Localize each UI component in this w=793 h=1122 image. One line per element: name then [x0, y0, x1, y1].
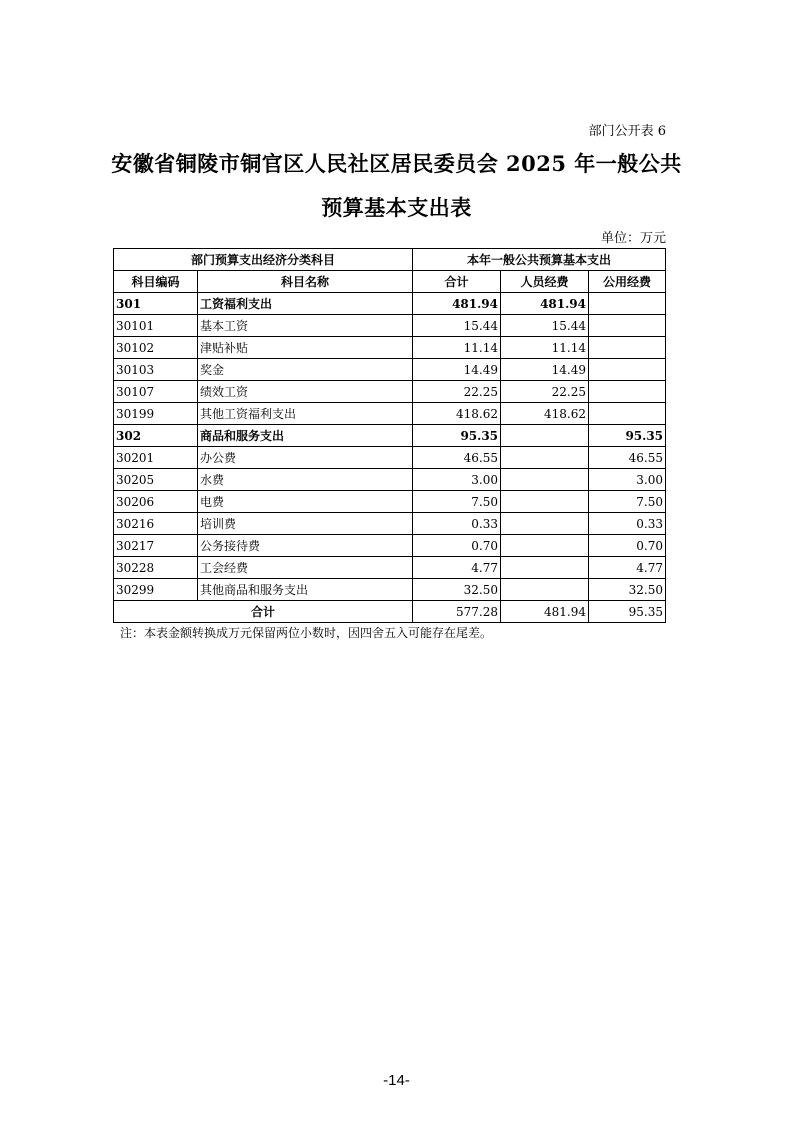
row-name: 电费	[198, 491, 413, 513]
row-name: 办公费	[198, 447, 413, 469]
row-personnel: 14.49	[501, 359, 589, 381]
row-name: 绩效工资	[198, 381, 413, 403]
row-total: 15.44	[413, 315, 501, 337]
total-row	[114, 601, 666, 623]
table-row	[114, 381, 666, 403]
table-row	[114, 535, 666, 557]
col-header-total: 合计	[413, 271, 501, 293]
row-name: 工资福利支出	[198, 293, 413, 315]
row-public	[589, 359, 666, 381]
row-public: 0.33	[589, 513, 666, 535]
row-personnel	[501, 447, 589, 469]
row-public: 4.77	[589, 557, 666, 579]
footnote: 注：本表金额转换成万元保留两位小数时，因四舍五入可能存在尾差。	[120, 626, 493, 640]
row-code: 30102	[114, 337, 198, 359]
row-personnel: 22.25	[501, 381, 589, 403]
col-header-public: 公用经费	[589, 271, 666, 293]
row-public	[589, 381, 666, 403]
row-public	[589, 337, 666, 359]
col-header-code: 科目编码	[114, 271, 198, 293]
table-row	[114, 359, 666, 381]
row-public	[589, 293, 666, 315]
table-row	[114, 469, 666, 491]
header-group-row	[114, 249, 666, 271]
row-personnel	[501, 557, 589, 579]
table-row	[114, 425, 666, 447]
row-name: 工会经费	[198, 557, 413, 579]
row-name: 奖金	[198, 359, 413, 381]
row-public	[589, 315, 666, 337]
row-personnel: 481.94	[501, 293, 589, 315]
budget-table	[113, 248, 666, 623]
row-code: 30299	[114, 579, 198, 601]
row-public	[589, 403, 666, 425]
row-code: 30107	[114, 381, 198, 403]
row-personnel: 15.44	[501, 315, 589, 337]
row-personnel	[501, 579, 589, 601]
row-code: 30228	[114, 557, 198, 579]
row-code: 301	[114, 293, 198, 315]
page-title-line-2: 预算基本支出表	[321, 195, 472, 220]
row-code: 30101	[114, 315, 198, 337]
table-row	[114, 491, 666, 513]
row-code: 30206	[114, 491, 198, 513]
row-name: 其他商品和服务支出	[198, 579, 413, 601]
row-name: 公务接待费	[198, 535, 413, 557]
row-name: 水费	[198, 469, 413, 491]
row-name: 商品和服务支出	[198, 425, 413, 447]
row-total: 7.50	[413, 491, 501, 513]
table-body	[114, 293, 666, 601]
row-total: 0.70	[413, 535, 501, 557]
row-code: 30205	[114, 469, 198, 491]
row-total: 418.62	[413, 403, 501, 425]
row-personnel	[501, 425, 589, 447]
form-number: 部门公开表 6	[588, 124, 666, 139]
total-personnel: 481.94	[501, 601, 589, 623]
row-code: 30199	[114, 403, 198, 425]
row-total: 46.55	[413, 447, 501, 469]
table-row	[114, 513, 666, 535]
table-row	[114, 315, 666, 337]
row-name: 基本工资	[198, 315, 413, 337]
row-personnel	[501, 535, 589, 557]
row-total: 4.77	[413, 557, 501, 579]
row-personnel: 11.14	[501, 337, 589, 359]
page-number: -14-	[383, 1072, 410, 1089]
row-personnel	[501, 491, 589, 513]
header-basic-expenditure: 本年一般公共预算基本支出	[413, 249, 666, 271]
row-personnel	[501, 469, 589, 491]
col-header-personnel: 人员经费	[501, 271, 589, 293]
row-total: 32.50	[413, 579, 501, 601]
row-code: 30217	[114, 535, 198, 557]
row-total: 481.94	[413, 293, 501, 315]
row-total: 11.14	[413, 337, 501, 359]
row-public: 32.50	[589, 579, 666, 601]
row-public: 95.35	[589, 425, 666, 447]
row-name: 培训费	[198, 513, 413, 535]
header-economic-classification: 部门预算支出经济分类科目	[114, 249, 413, 271]
row-total: 95.35	[413, 425, 501, 447]
row-public: 0.70	[589, 535, 666, 557]
unit-label: 单位：万元	[600, 231, 666, 246]
table-row	[114, 293, 666, 315]
total-label: 合计	[114, 601, 413, 623]
row-total: 3.00	[413, 469, 501, 491]
row-personnel: 418.62	[501, 403, 589, 425]
row-total: 14.49	[413, 359, 501, 381]
row-code: 30103	[114, 359, 198, 381]
page-title-line-1: 安徽省铜陵市铜官区人民社区居民委员会 2025 年一般公共	[111, 151, 682, 176]
table-row	[114, 403, 666, 425]
row-total: 0.33	[413, 513, 501, 535]
row-public: 46.55	[589, 447, 666, 469]
row-total: 22.25	[413, 381, 501, 403]
total-sum: 577.28	[413, 601, 501, 623]
row-code: 30216	[114, 513, 198, 535]
row-personnel	[501, 513, 589, 535]
row-code: 30201	[114, 447, 198, 469]
table-row	[114, 579, 666, 601]
row-public: 7.50	[589, 491, 666, 513]
row-code: 302	[114, 425, 198, 447]
row-name: 其他工资福利支出	[198, 403, 413, 425]
total-public: 95.35	[589, 601, 666, 623]
table-row	[114, 337, 666, 359]
header-column-row	[114, 271, 666, 293]
table-row	[114, 447, 666, 469]
row-public: 3.00	[589, 469, 666, 491]
table-row	[114, 557, 666, 579]
col-header-name: 科目名称	[198, 271, 413, 293]
row-name: 津贴补贴	[198, 337, 413, 359]
